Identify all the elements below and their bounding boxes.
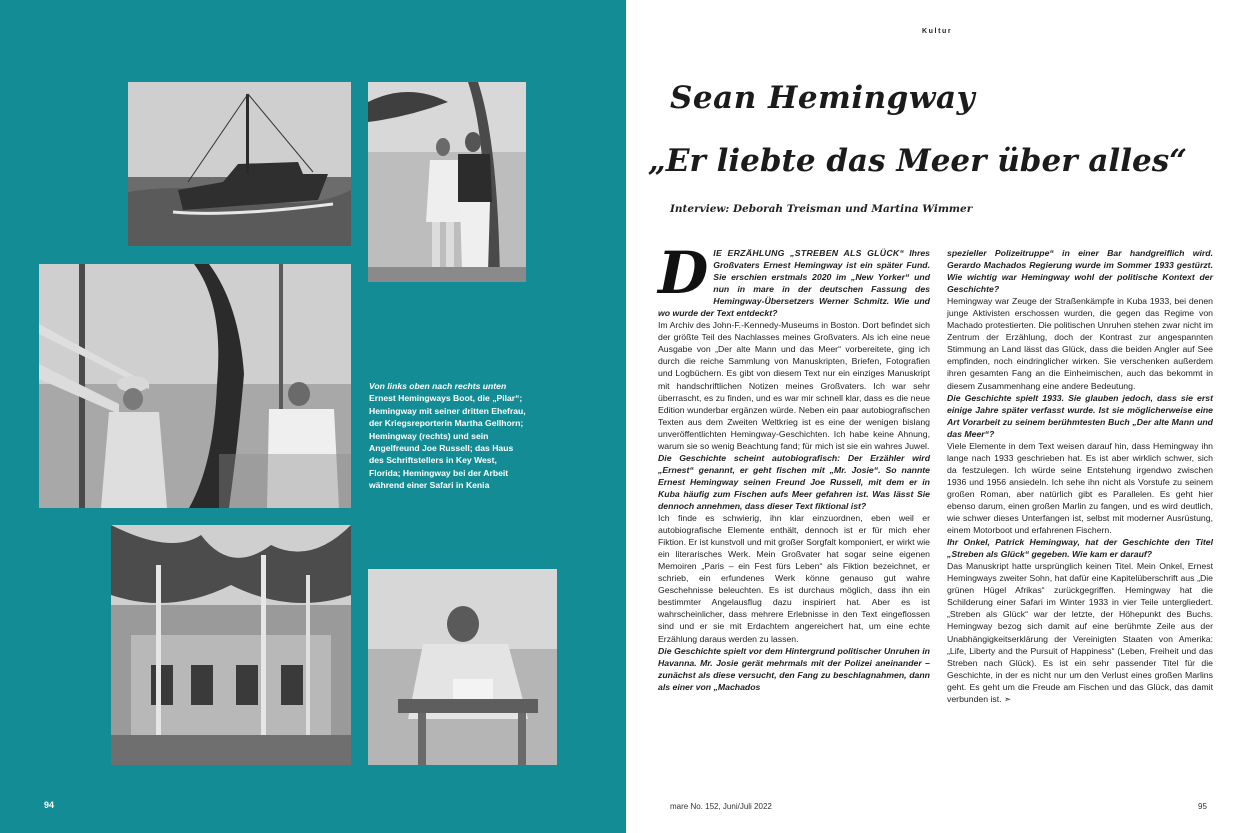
boat-photo [128, 82, 351, 246]
text-column-right [947, 247, 1213, 705]
question-text: Ihres Großvaters Ernest Hemingway ist ein später Fund. Sie erschien erstmals 2020 im „New Yorker“ und nun in mare in der deutschen Fassung des Hemingway-Übersetzers Werner Schmitz. Wie und wo wurde der Text entdeckt? [658, 248, 930, 319]
photo-caption [369, 380, 529, 492]
question-paragraph: Die Geschichte scheint autobiografisch: Der Erzähler wird „Ernest“ genannt, er geht fischen mit „Mr. Josie“. So nannte Ernest Hemingway seinen Freund Joe Russell, mit dem er in Kuba häufig zum Fischen aufs Meer gefahren ist. Was lässt Sie dennoch annehmen, dass dieser Text fiktional ist? [658, 452, 930, 511]
article-headline-quote: „Er liebte das Meer über alles“ [648, 143, 1187, 179]
page-number-left: 94 [44, 800, 55, 810]
article-title: Sean Hemingway [670, 80, 976, 116]
text-column-left [658, 239, 930, 693]
answer-paragraph: Viele Elemente in dem Text weisen darauf hin, dass Hemingway ihn lange nach 1933 geschrieben hat. Es ist aber wirklich schwer, sich da festzulegen. Ich würde seine Entstehung irgendwo zwischen 1936 und 1956 ansiedeln. Ich sehe ihn nicht als Vorstufe zu seinem großen Roman, aber natürlich gibt es Parallelen. Es geht hier ebenso darum, einen großen Marlin zu fangen, und es wird deutlich, wie schwer dieses Unterfangen ist, selbst mit moderner Ausrüstung, einem Motorboot und erfahrenen Fischern. [947, 440, 1213, 536]
answer-paragraph: Hemingway war Zeuge der Straßenkämpfe in Kuba 1933, bei denen junge Aktivisten erschossen wurden, die gegen das Regime von Machado protestierten. Die politischen Unruhen stehen zwar nicht im Zentrum der Erzählung, doch der Kontrast zur angespannten Stimmung an Land lässt das Glück, dass die beiden Angler auf See empfinden, noch eindringlicher wirken. Sie verschenken außerdem ihren gesamten Fang an die Einheimischen, auch das bekommt in diesem Zusammenhang eine andere Bedeutung. [947, 296, 1213, 391]
issue-footer: mare No. 152, Juni/Juli 2022 [670, 802, 772, 811]
writer-photo [368, 569, 557, 765]
question-paragraph: Ihr Onkel, Patrick Hemingway, hat der Geschichte den Titel „Streben als Glück“ gegeben. Wie kam er darauf? [947, 537, 1213, 560]
question-paragraph: Die Geschichte spielt 1933. Sie glauben jedoch, dass sie erst einige Jahre später verfasst wurde. Ist sie möglicherweise eine Art Vorarbeit zu seinem berühmtesten Buch „Der alte Mann und das Meer“? [947, 392, 1213, 439]
caption-body: Ernest Hemingways Boot, die „Pilar“; Hemingway mit seiner dritten Ehefrau, der Kriegsreporterin Martha Gellhorn; Hemingway (rechts) und sein Angelfreund Joe Russell; das Haus des Schriftstellers in Key West, Florida; Hemingway bei der Arbeit während einer Safari in Kenia [369, 393, 526, 491]
section-label: Kultur [922, 28, 953, 35]
drop-cap: D [658, 239, 709, 307]
answer-paragraph: Ich finde es schwierig, ihn klar einzuordnen, eben weil er autobiografische Elemente enthält, dennoch ist er für mich eher Fiktion. Er ist kunstvoll und mit großer Sorgfalt komponiert, er wirkt wie ein literarisches Werk. Mein Großvater hat sogar seine eigenen Memoiren „Paris – ein Fest fürs Leben“ als Fiktion bezeichnet, er schrieb, ein erfundenes Werk könne genauso gut wahre Geschehnisse beleuchten. Es ist durchaus möglich, dass ihn ein bestimmter Angelausflug dazu inspiriert hat. Aber es ist wahrscheinlicher, dass mehrere Erlebnisse in den Text eingeflossen sind und er sie mit Erdachtem angereichert hat, um eine echte Erzählung daraus werden zu lassen. [658, 513, 930, 644]
question-paragraph: spezieller Polizeitruppe“ in einer Bar handgreiflich wird. Gerardo Machados Regierung wurde im Sommer 1933 gestürzt. Wie wichtig war Hemingway wohl der politische Kontext der Geschichte? [947, 248, 1213, 295]
answer-paragraph: Das Manuskript hatte ursprünglich keinen Titel. Mein Onkel, Ernest Hemingways zweiter Sohn, hat dafür eine Kapitelüberschrift aus „Die grünen Hügel Afrikas“ zurückgegriffen. Hemingway hat die Schilderung einer Safari im Winter 1933 in vier Teile untergliedert. „Streben als Glück“ war der letzte, der Höhepunkt des Buchs. Hemingway bezog sich damit auf eine berühmte Zeile aus der Unabhängigkeitserklärung der Vereinigten Staaten von Amerika: „Life, Liberty and the Pursuit of Happiness“ (Leben, Freiheit und das Streben nach Glück). Es ist ein sehr passender Titel für die Geschichte, in der es nicht nur um den Verlust eines großen Marlins geht. Es geht um die Freude am Fischen und das Glück, das damit verbunden ist. ➣ [947, 561, 1213, 704]
page-number-right: 95 [1198, 802, 1207, 811]
lead-caps: IE ERZÄHLUNG „STREBEN ALS GLÜCK“ [713, 248, 905, 258]
question-paragraph: Die Geschichte spielt vor dem Hintergrund politischer Unruhen in Havanna. Mr. Josie gerät mehrmals mit der Polizei aneinander – zunächst als diese versucht, den Fang zu beschlagnahmen, dann als einer von „Machados [658, 645, 930, 692]
marlin-photo [39, 264, 351, 508]
couple-photo [368, 82, 526, 282]
caption-intro: Von links oben nach rechts unten [369, 381, 507, 391]
right-page [626, 0, 1250, 833]
house-photo [111, 525, 351, 765]
answer-paragraph: Im Archiv des John-F.-Kennedy-Museums in Boston. Dort befindet sich der größte Teil des Nachlasses meines Großvaters. Als ich eine neue Ausgabe von „Der alte Mann und das Meer“ vorbereitete, ging ich durch die reiche Sammlung von Manuskripten, Briefen, Fotografien und Logbüchern. Es gibt von diesem Text nur ein einziges Manuskript mit handschriftlichen Notizen meines Großvaters. Ich war sehr überrascht, es zu finden, und es war mir schnell klar, dass es die neue Edition wunderbar ergänzen würde. Neben ein paar autobiografischen Texten aus dem Zweiten Weltkrieg ist es eine der wenigen bislang unveröffentlichten Hemingway-Geschichten. Ich habe keine Ahnung, warum sie so wenig Beachtung fand; für mich ist sie ein wahres Juwel. [658, 320, 930, 451]
byline: Interview: Deborah Treisman und Martina Wimmer [670, 203, 973, 215]
